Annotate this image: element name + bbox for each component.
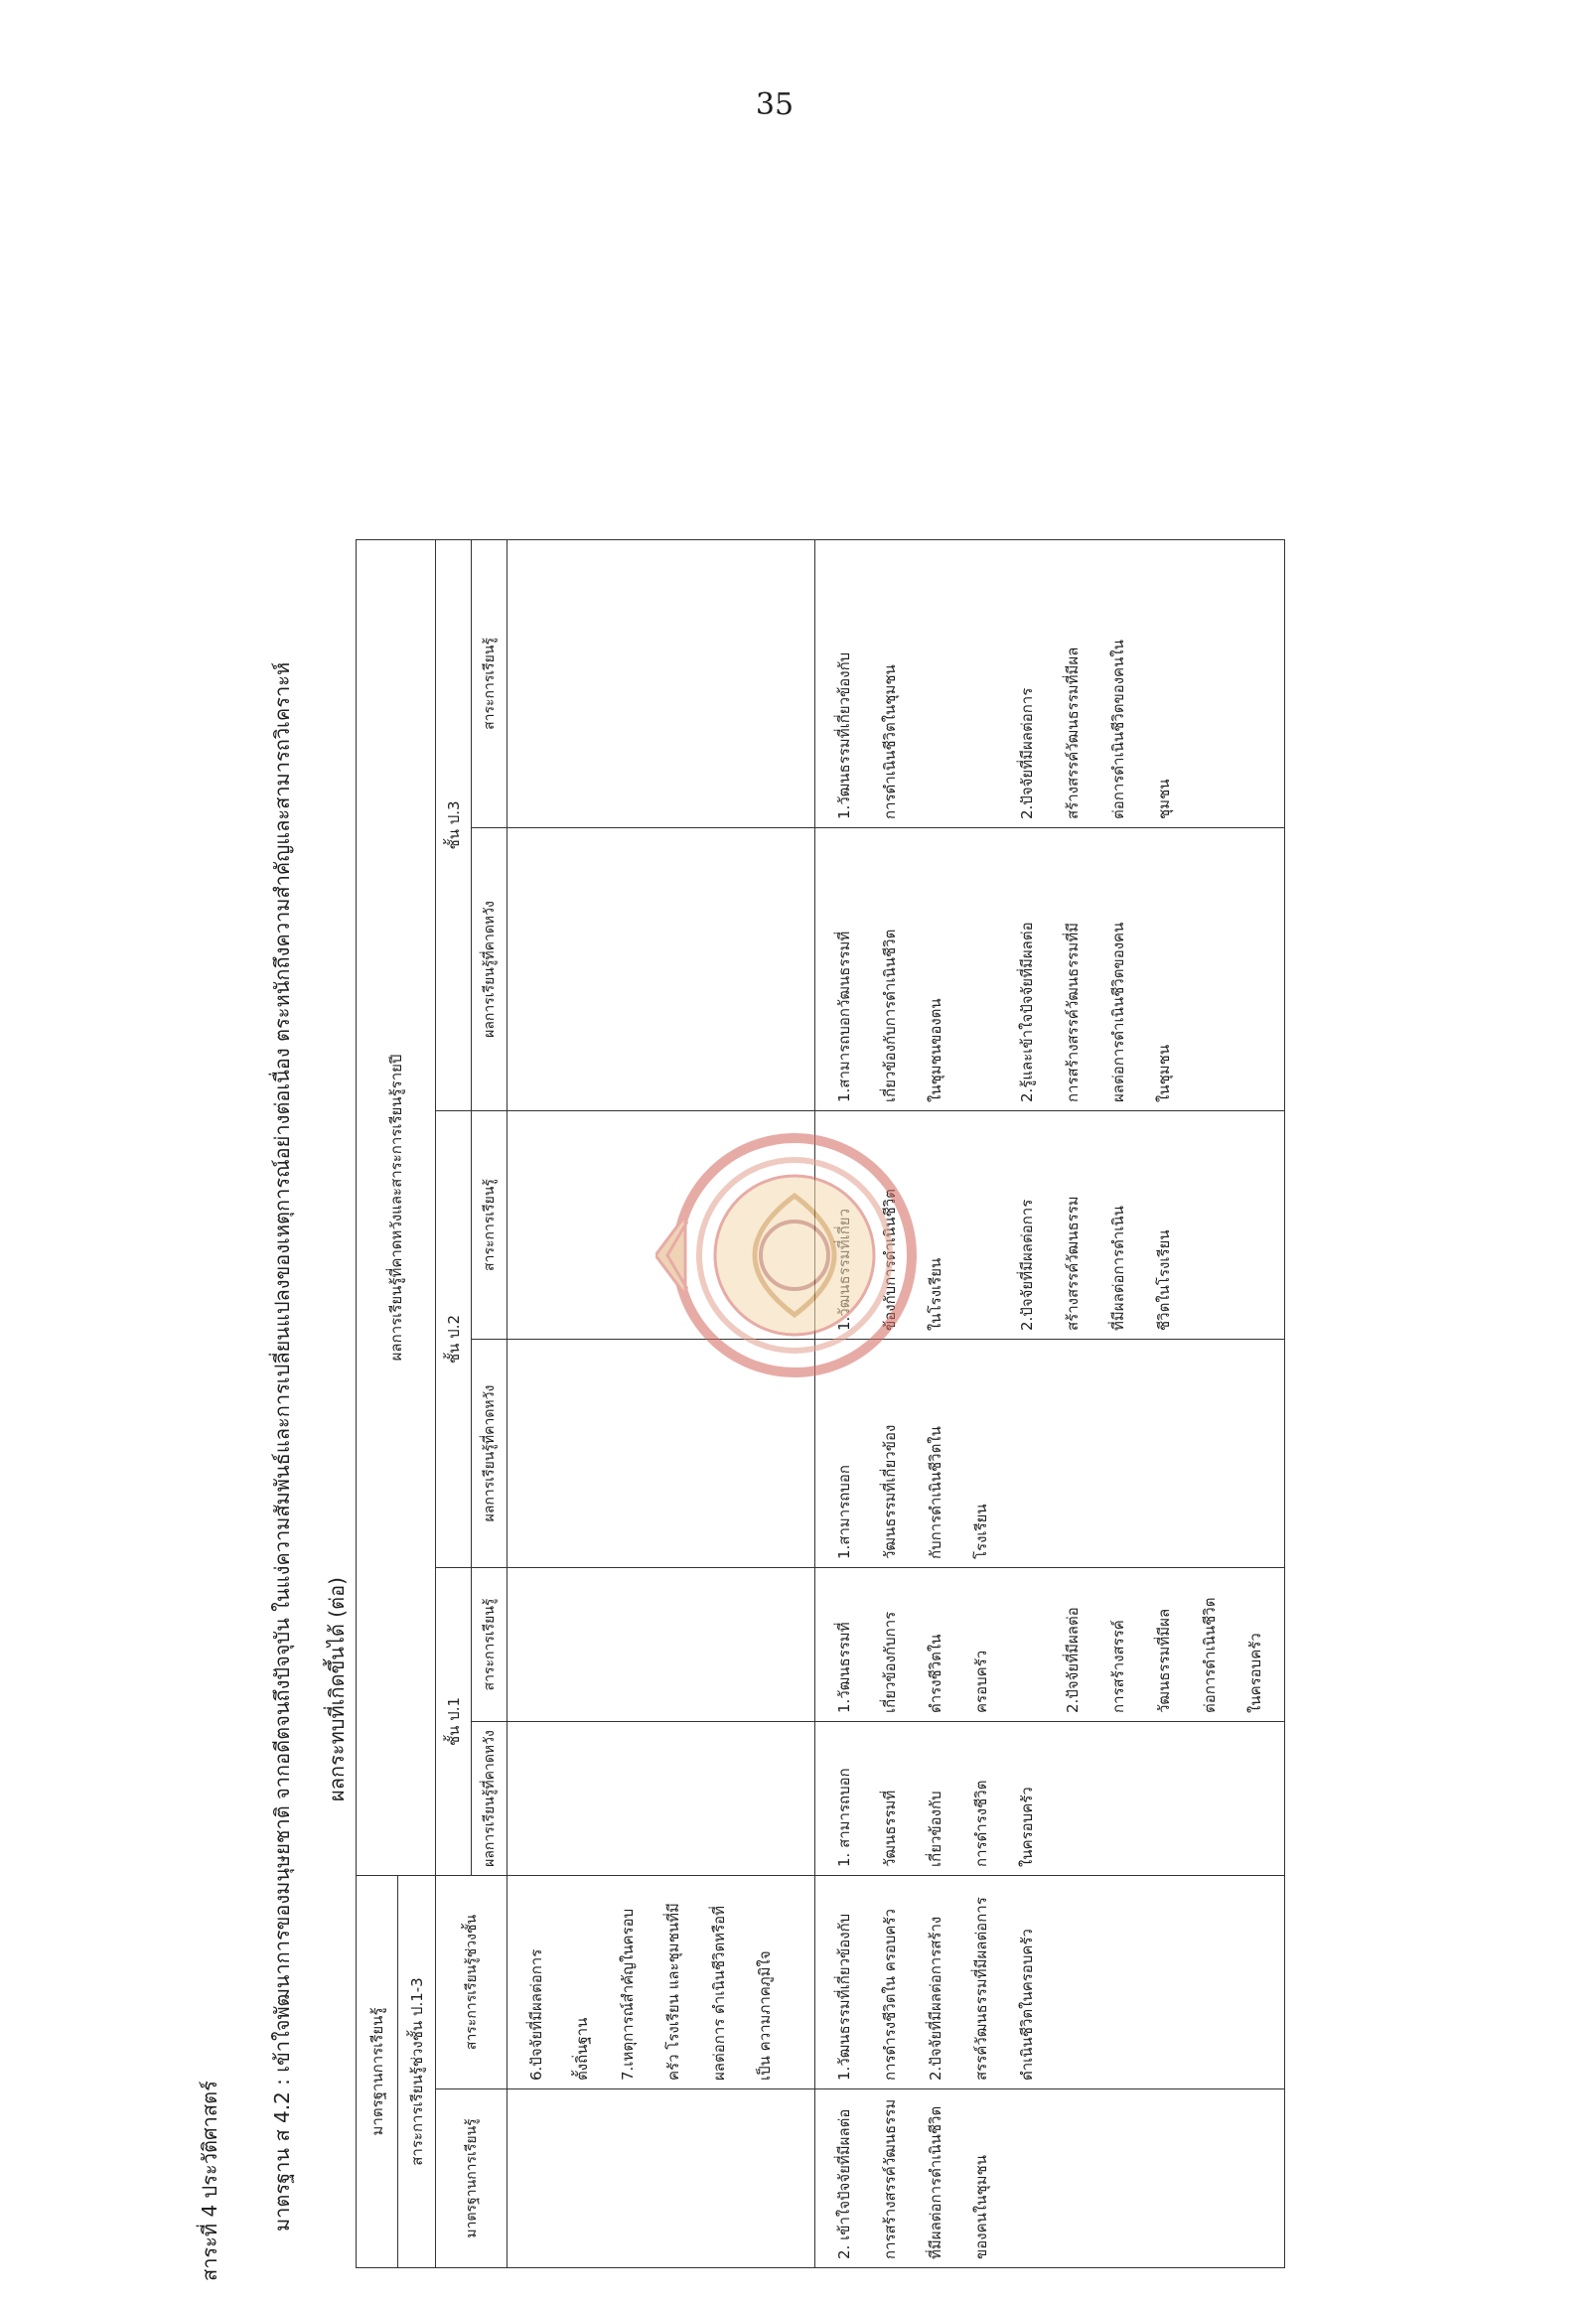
row2-content xyxy=(815,1876,1285,2089)
header-standards-group: มาตรฐานการเรียนรู้ xyxy=(357,1876,398,2268)
p1-outcome-line: ในครอบครัว xyxy=(1018,1787,1036,1867)
p1-yearly-line: 1.วัฒนธรรมที่ xyxy=(835,1622,853,1713)
header-p1-yearly: สาระการเรียนรู้ xyxy=(472,1568,508,1722)
p1-outcome-line: 1. สามารถบอก xyxy=(835,1768,853,1867)
row2-standard-line: ของคนในชุมชน xyxy=(972,2155,990,2259)
p1-yearly-line: เกี่ยวข้องกับการ xyxy=(881,1611,899,1713)
standard-heading: มาตรฐาน ส 4.2 : เข้าใจพัฒนาการของมนุษยชาติ จากอดีตจนถึงปัจจุบัน ในแง่ความสัมพันธ์และการเปลี่ยนแปลงของเหตุการณ์อย่างต่อเนื่อง ตระหนักถึงความสำคัญและสามารถวิเคราะห์ xyxy=(270,661,294,2231)
row1-standard xyxy=(508,2089,815,2268)
p2-yearly-line: ที่มีผลต่อการดำเนิน xyxy=(1109,1206,1127,1331)
header-outcomes-group: ผลการเรียนรู้ที่คาดหวังและสาระการเรียนรู้รายปี xyxy=(357,539,436,1875)
header-p3-yearly: สาระการเรียนรู้ xyxy=(472,539,508,827)
p1-yearly-line: ดำรงชีวิตใน xyxy=(927,1634,944,1713)
header-standard-col: มาตรฐานการเรียนรู้ xyxy=(436,2089,508,2268)
p3-yearly-line: 1.วัฒนธรรมที่เกี่ยวข้องกับ xyxy=(835,651,853,819)
row1-content-line: ผลต่อการ ดำเนินชีวิตหรือที่ xyxy=(710,1905,728,2081)
standard-heading-continued: ผลกระทบที่เกิดขึ้นได้ (ต่อ) xyxy=(325,1577,349,1801)
row2-content-line: 2.ปัจจัยที่มีผลต่อการสร้าง xyxy=(927,1916,944,2081)
p2-yearly-line: ในโรงเรียน xyxy=(927,1257,944,1331)
row1-content-line: 7.เหตุการณ์สำคัญในครอบ xyxy=(619,1908,637,2081)
p3-outcome-line: ในชุมชน xyxy=(1155,1044,1173,1102)
p1-yearly-line: 2.ปัจจัยที่มีผลต่อ xyxy=(1064,1607,1082,1713)
row2-standard-line: ที่มีผลต่อการดำเนินชีวิต xyxy=(927,2105,944,2259)
p3-yearly-line: ต่อการดำเนินชีวิตของคนใน xyxy=(1109,640,1127,819)
row1-content-line: ครัว โรงเรียน และชุมชนที่มี xyxy=(664,1903,682,2081)
p3-yearly-line: สร้างสรรค์วัฒนธรรมที่มีผล xyxy=(1064,647,1082,819)
row2-content-line: การดำรงชีวิตใน ครอบครัว xyxy=(881,1909,899,2081)
row1-content-line: เป็น ความภาคภูมิใจ xyxy=(756,1950,774,2081)
strand-heading: สาระที่ 4 ประวัติศาสตร์ xyxy=(198,2081,221,2281)
cell-gap xyxy=(958,548,1004,819)
header-p2-outcome: ผลการเรียนรู้ที่คาดหวัง xyxy=(472,1340,508,1568)
p2-yearly-line: สร้างสรรค์วัฒนธรรม xyxy=(1064,1196,1082,1331)
p2-outcome-line: 1.สามารถบอก xyxy=(835,1465,853,1559)
p3-outcome-line: การสร้างสรรค์วัฒนธรรมที่มี xyxy=(1064,923,1082,1102)
row2-p1-outcome xyxy=(815,1722,1285,1876)
row2-content-line: สรรค์วัฒนธรรมที่มีผลต่อการ xyxy=(972,1897,990,2081)
curriculum-table xyxy=(356,539,1285,2268)
page-number: 35 xyxy=(755,87,795,122)
p2-yearly-line: ข้องกับการดำเนินชีวิต xyxy=(881,1189,899,1331)
row1-p3-outcome xyxy=(508,828,815,1111)
p3-outcome-line: เกี่ยวข้องกับการดำเนินชีวิต xyxy=(881,929,899,1102)
p1-yearly-line: การสร้างสรรค์ xyxy=(1109,1620,1127,1713)
cell-gap xyxy=(958,836,1004,1102)
row2-content-line: 1.วัฒนธรรมที่เกี่ยวข้องกับ xyxy=(835,1913,853,2081)
p1-yearly-line: ครอบครัว xyxy=(972,1650,990,1713)
row2-standard xyxy=(815,2089,1285,2268)
p3-yearly-line: การดำเนินชีวิตในชุมชน xyxy=(881,664,899,819)
row2-standard-line: การสร้างสรรค์วัฒนธรรม xyxy=(881,2098,899,2259)
p2-outcome-line: วัฒนธรรมที่เกี่ยวข้อง xyxy=(881,1424,899,1559)
header-content-range: สาระการเรียนรู้ช่วงชั้น ป.1-3 xyxy=(398,1876,436,2268)
p1-yearly-line: ต่อการดำเนินชีวิต xyxy=(1201,1597,1219,1713)
p3-outcome-line: 1.สามารถบอกวัฒนธรรมที่ xyxy=(835,931,853,1102)
p3-yearly-line: ชุมชน xyxy=(1155,779,1173,819)
cell-gap xyxy=(913,548,958,819)
header-p2-yearly: สาระการเรียนรู้ xyxy=(472,1111,508,1340)
p1-yearly-line: ในครอบครัว xyxy=(1246,1633,1264,1713)
p2-yearly-line: 2.ปัจจัยที่มีผลต่อการ xyxy=(1018,1199,1036,1331)
row1-content xyxy=(508,1876,815,2089)
ministry-seal-watermark-icon xyxy=(655,1126,924,1384)
row1-p3-yearly xyxy=(508,539,815,827)
row1-content-line: ตั้งถิ่นฐาน xyxy=(573,2017,591,2081)
row1-p1-outcome xyxy=(508,1722,815,1876)
header-p3-outcome: ผลการเรียนรู้ที่คาดหวัง xyxy=(472,828,508,1111)
header-p1-outcome: ผลการเรียนรู้ที่คาดหวัง xyxy=(472,1722,508,1876)
row1-content-line: 6.ปัจจัยที่มีผลต่อการ xyxy=(527,1948,545,2081)
p1-outcome-line: วัฒนธรรมที่ xyxy=(881,1790,899,1867)
row2-p1-yearly xyxy=(815,1568,1285,1722)
p2-outcome-line: กับการดำเนินชีวิตใน xyxy=(927,1426,944,1559)
p1-outcome-line: เกี่ยวข้องกับ xyxy=(927,1791,944,1867)
header-grade-p1: ชั้น ป.1 xyxy=(436,1568,472,1876)
header-grade-p3: ชั้น ป.3 xyxy=(436,539,472,1110)
p1-yearly-line: วัฒนธรรมที่มีผล xyxy=(1155,1608,1173,1713)
row2-content-line: ดำเนินชีวิตในครอบครัว xyxy=(1018,1929,1036,2081)
header-content-col: สาระการเรียนรู้ช่วงชั้น xyxy=(436,1876,508,2089)
header-grade-p2: ชั้น ป.2 xyxy=(436,1111,472,1568)
row2-p3-yearly xyxy=(815,539,1285,827)
row1-p1-yearly xyxy=(508,1568,815,1722)
p3-yearly-line: 2.ปัจจัยที่มีผลต่อการ xyxy=(1018,687,1036,819)
row2-p3-outcome xyxy=(815,828,1285,1111)
p2-yearly-line: ชีวิตในโรงเรียน xyxy=(1155,1229,1173,1331)
row2-standard-line: 2. เข้าใจปัจจัยที่มีผลต่อ xyxy=(835,2108,853,2259)
p1-outcome-line: การดำรงชีวิต xyxy=(972,1780,990,1867)
p3-outcome-line: 2.รู้และเข้าใจปัจจัยที่มีผลต่อ xyxy=(1018,922,1036,1102)
p3-outcome-line: ในชุมชนของตน xyxy=(927,998,944,1102)
cell-gap xyxy=(958,1119,1004,1331)
p3-outcome-line: ผลต่อการดำเนินชีวิตของคน xyxy=(1109,922,1127,1102)
cell-gap xyxy=(1004,1576,1050,1713)
p2-outcome-line: โรงเรียน xyxy=(972,1504,990,1559)
